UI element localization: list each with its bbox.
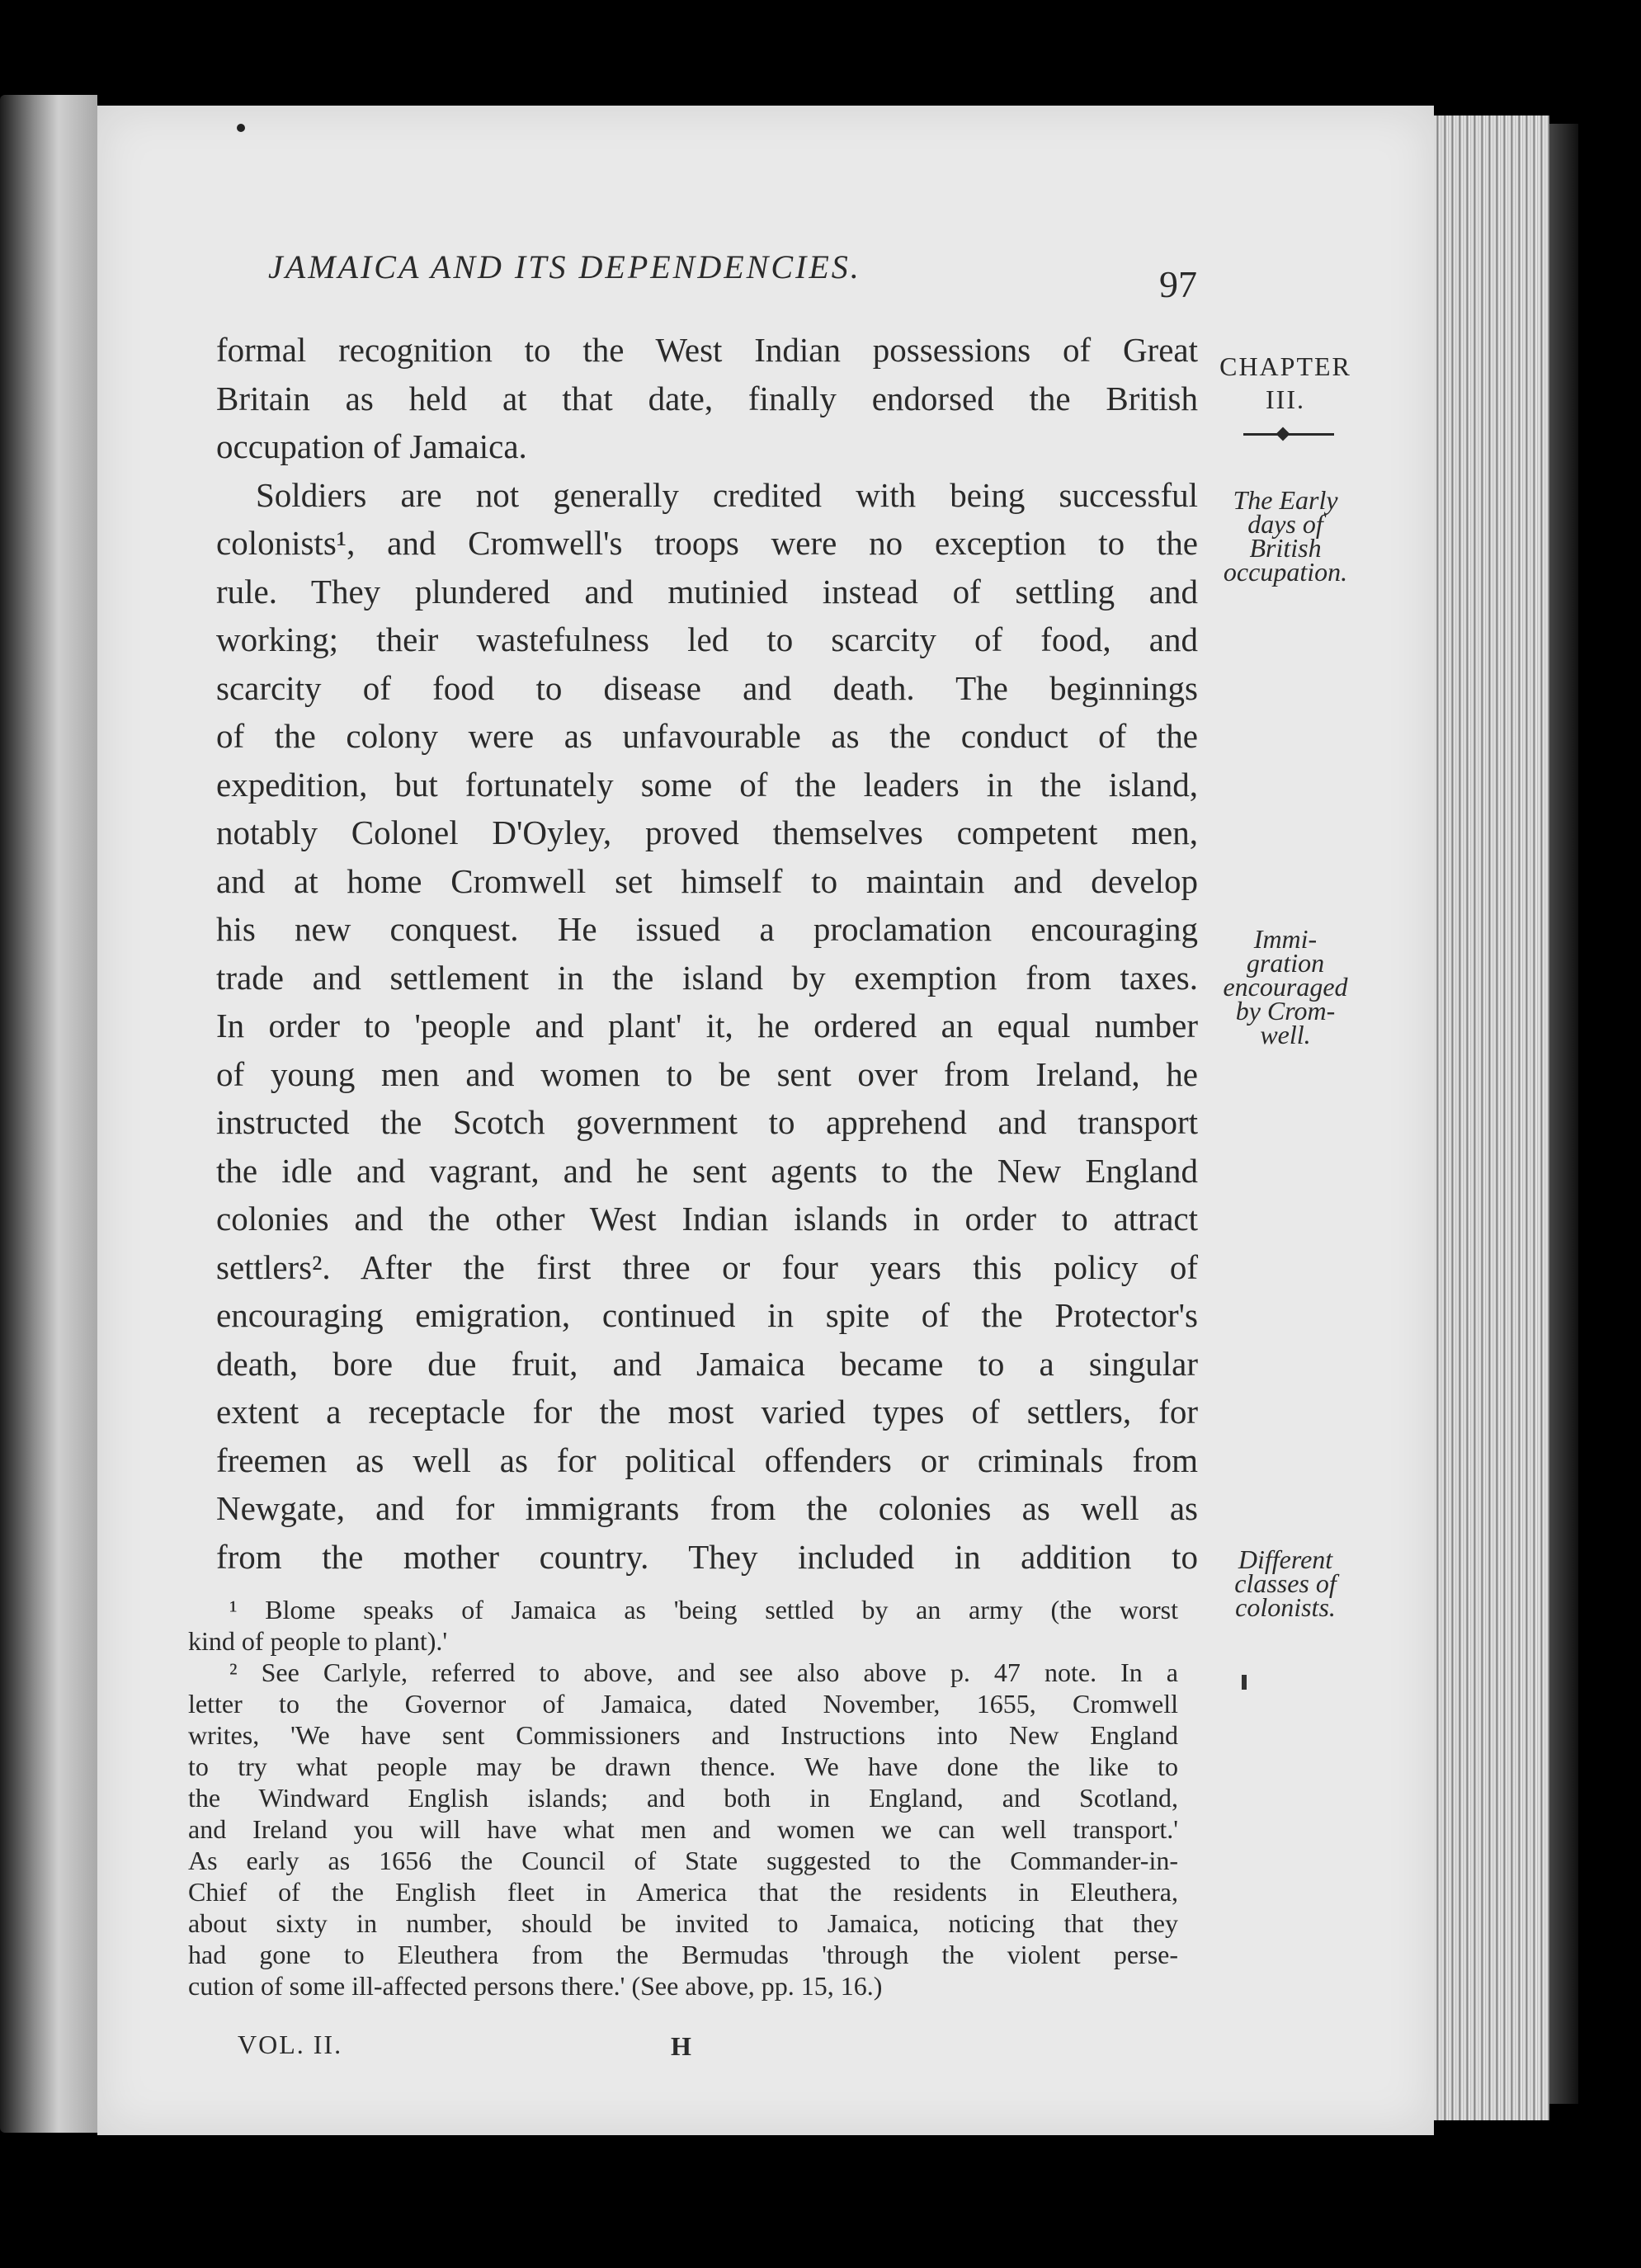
footnote-line: about sixty in number, should be invited to Jamaica, noticing that they [188, 1908, 1178, 1938]
body-line: scarcity of food to disease and death. The beginnings [216, 668, 1198, 707]
chapter-number: III. [1266, 384, 1305, 414]
margin-note-line: occupation. [1223, 557, 1348, 587]
margin-note-line: Different [1238, 1544, 1333, 1574]
left-page-edge [0, 95, 97, 2133]
margin-note-line: days of [1247, 509, 1323, 539]
margin-note-line: gration [1246, 948, 1325, 978]
footnotes [188, 1594, 1178, 2002]
footnote-line: As early as 1656 the Council of State suggested to the Commander-in- [188, 1846, 1178, 1875]
chapter-label: CHAPTER [1219, 351, 1351, 381]
footnote-line: cution of some ill-affected persons there.' (See above, pp. 15, 16.) [188, 1971, 883, 2001]
body-line: colonies and the other West Indian islands in order to attract [216, 1200, 1198, 1238]
body-line: settlers². After the first three or four years this policy of [216, 1247, 1198, 1286]
margin-note-line: classes of [1234, 1568, 1337, 1598]
dust-speck [237, 124, 245, 132]
footnote-line: to try what people may be drawn thence. We have done the like to [188, 1752, 1178, 1781]
body-line: formal recognition to the West Indian possessions of Great [216, 331, 1198, 369]
body-line: death, bore due fruit, and Jamaica became to a singular [216, 1344, 1198, 1383]
body-line: instructed the Scotch government to apprehend and transport [216, 1103, 1198, 1141]
volume-label: VOL. II. [238, 2030, 343, 2059]
footnote-line: ¹ Blome speaks of Jamaica as 'being settled by an army (the worst [229, 1595, 1178, 1624]
body-line: rule. They plundered and mutinied instead of settling and [216, 572, 1198, 611]
margin-chapter-label [1207, 350, 1364, 416]
body-line: of young men and women to be sent over from Ireland, he [216, 1054, 1198, 1093]
margin-note-immigration [1207, 924, 1364, 1049]
body-line: notably Colonel D'Oyley, proved themselves competent men, [216, 813, 1198, 851]
body-line: colonists¹, and Cromwell's troops were no exception to the [216, 524, 1198, 562]
body-line: Britain as held at that date, finally endorsed the British [216, 379, 1198, 417]
footnote-line: the Windward English islands; and both in England, and Scotland, [188, 1783, 1178, 1813]
body-line: In order to 'people and plant' it, he ordered an equal number [216, 1007, 1198, 1044]
margin-note-line: encouraged [1223, 972, 1348, 1002]
signature-mark: H [671, 2031, 691, 2061]
page-stack-edge [1434, 116, 1549, 2120]
margin-note-classes [1207, 1544, 1364, 1622]
footnote-line: had gone to Eleuthera from the Bermudas 'through the violent perse- [188, 1940, 1178, 1969]
body-line: freemen as well as for political offenders or criminals from [216, 1440, 1198, 1479]
body-line: from the mother country. They included in addition to [216, 1537, 1198, 1576]
footnote-line: kind of people to plant).' [188, 1626, 448, 1656]
body-line: encouraging emigration, continued in spite of the Protector's [216, 1296, 1198, 1334]
footnote-line: letter to the Governor of Jamaica, dated November, 1655, Cromwell [188, 1689, 1178, 1719]
body-text [216, 326, 1198, 1581]
body-line: extent a receptacle for the most varied types of settlers, for [216, 1393, 1198, 1431]
stray-ink-mark [1242, 1675, 1247, 1690]
margin-note-line: The Early [1233, 485, 1338, 515]
footnote-line: Chief of the English fleet in America that the residents in Eleuthera, [188, 1877, 1178, 1907]
body-line: trade and settlement in the island by exemption from taxes. [216, 958, 1198, 997]
book-cover-edge [1549, 124, 1578, 2104]
margin-note-early-days [1207, 485, 1364, 587]
footnote-line: and Ireland you will have what men and women we can well transport.' [188, 1814, 1178, 1844]
body-line: Soldiers are not generally credited with being successful [256, 475, 1198, 514]
running-header: JAMAICA AND ITS DEPENDENCIES. [268, 248, 861, 285]
body-line: expedition, but fortunately some of the leaders in the island, [216, 765, 1198, 804]
footnote-line: ² See Carlyle, referred to above, and see also above p. 47 note. In a [229, 1657, 1178, 1687]
page-number: 97 [1159, 263, 1197, 305]
body-line: Newgate, and for immigrants from the colonies as well as [216, 1489, 1198, 1527]
margin-note-line: Immi- [1253, 924, 1318, 954]
margin-note-line: well. [1260, 1020, 1311, 1049]
body-line: his new conquest. He issued a proclamation encouraging [216, 910, 1198, 948]
body-line: working; their wastefulness led to scarcity of food, and [216, 620, 1198, 658]
body-line: occupation of Jamaica. [216, 427, 527, 465]
body-line: the idle and vagrant, and he sent agents to the New England [216, 1151, 1198, 1190]
chapter-ornament-rule [1243, 433, 1334, 436]
body-line: and at home Cromwell set himself to maintain and develop [216, 861, 1198, 900]
margin-note-line: colonists. [1235, 1592, 1336, 1622]
margin-note-line: by Crom- [1235, 996, 1336, 1026]
margin-note-line: British [1249, 533, 1322, 563]
body-line: of the colony were as unfavourable as the conduct of the [216, 717, 1198, 755]
footnote-line: writes, 'We have sent Commissioners and Instructions into New England [188, 1720, 1178, 1750]
